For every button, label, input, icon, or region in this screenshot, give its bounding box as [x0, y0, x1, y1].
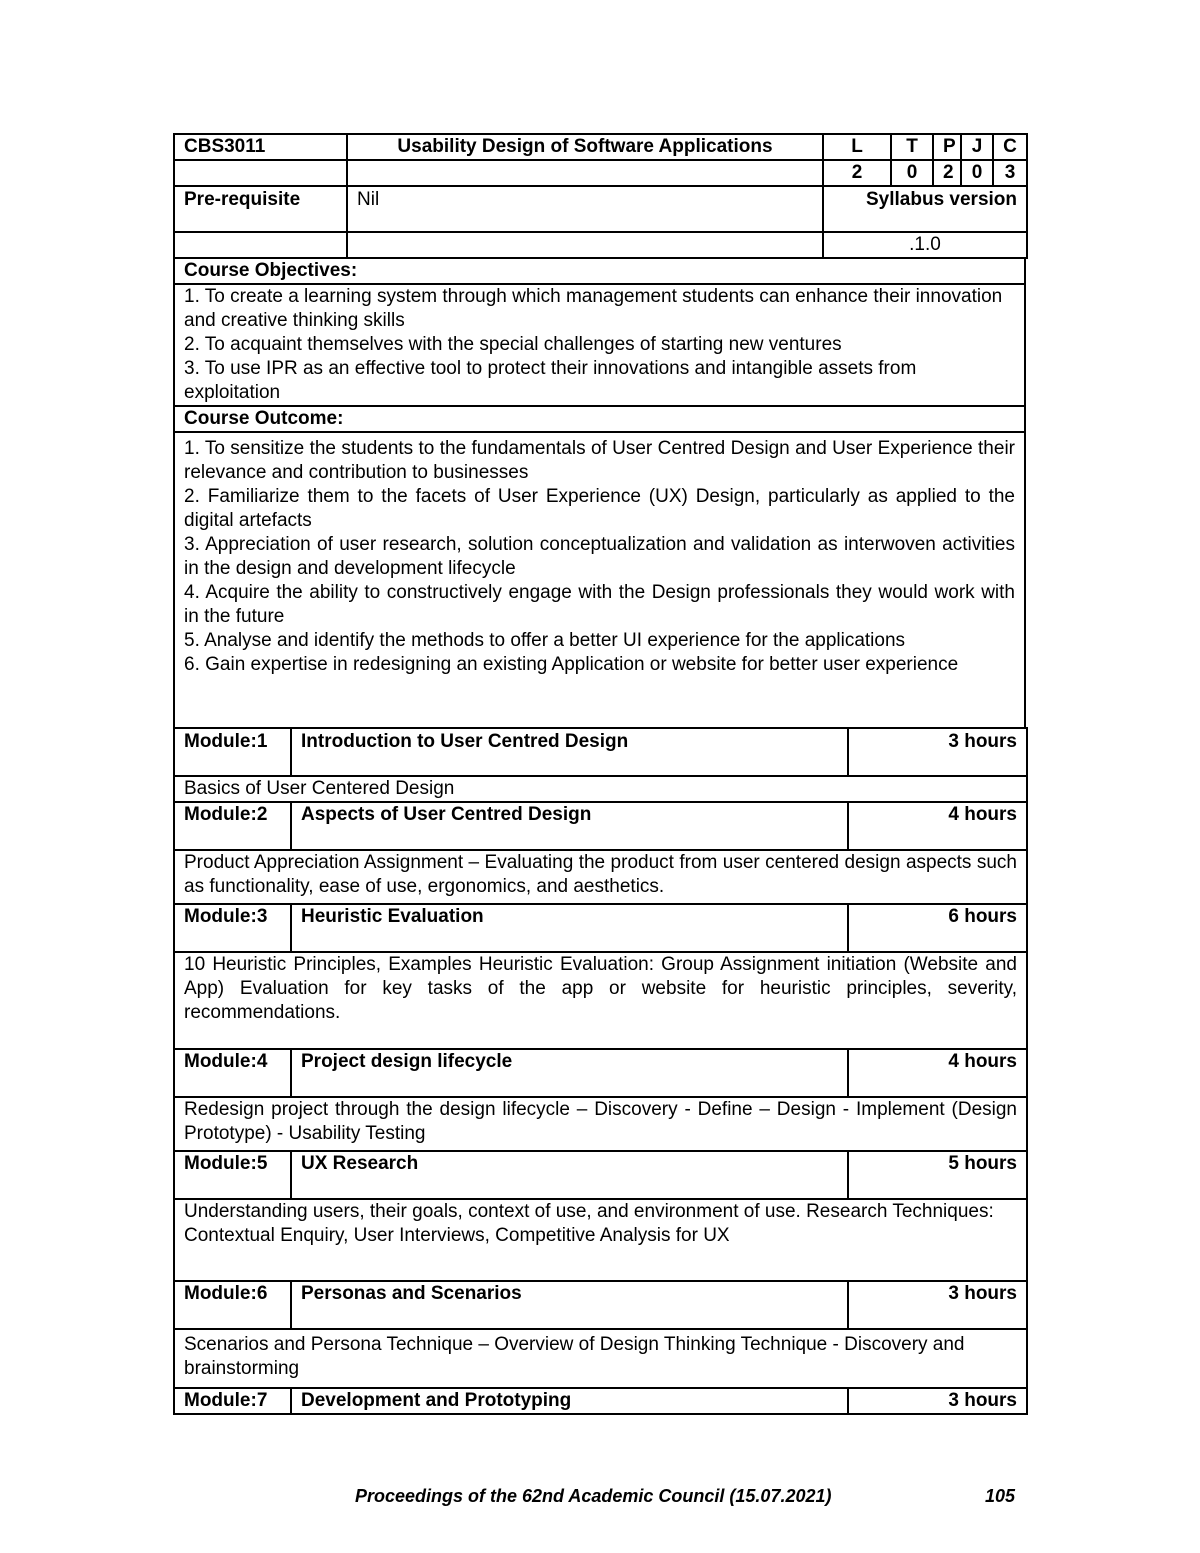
module-content-line: Basics of User Centered Design	[184, 778, 455, 799]
empty-cell	[174, 232, 347, 258]
page-number: 105	[985, 1486, 1016, 1506]
module-label: Module:3	[174, 904, 291, 952]
module-hours: 5 hours	[848, 1151, 1027, 1199]
objectives-outcomes-table	[173, 257, 1026, 729]
course-code: CBS3011	[174, 134, 347, 160]
ltpjc-header-l: L	[823, 134, 891, 160]
modules-table	[173, 727, 1028, 1415]
ltpjc-header-p: P	[933, 134, 961, 160]
module-content	[174, 1329, 1027, 1388]
module-title: UX Research	[291, 1151, 848, 1199]
prerequisite-label: Pre-requisite	[174, 186, 347, 232]
ltpjc-value-p: 2	[933, 160, 961, 186]
module-hours: 3 hours	[848, 728, 1027, 776]
module-content	[174, 1199, 1027, 1281]
module-content-line: Product Appreciation Assignment – Evaluating the product from user centered design aspects such as functionality, ease of use, ergonomics, and aesthetics.	[184, 852, 1017, 897]
module-content-line: 10 Heuristic Principles, Examples Heuristic Evaluation: Group Assignment initiation (Website and App) Evaluation for key tasks of the app or website for heuristic principles, severity, recommendations.	[184, 954, 1017, 1023]
module-title: Introduction to User Centred Design	[291, 728, 848, 776]
module-label: Module:7	[174, 1388, 291, 1414]
syllabus-version-label: Syllabus version	[823, 186, 1027, 232]
module-content	[174, 850, 1027, 904]
course-header-table	[173, 133, 1028, 259]
module-hours: 3 hours	[848, 1281, 1027, 1329]
ltpjc-value-l: 2	[823, 160, 891, 186]
outcome-item: 2. Familiarize them to the facets of User Experience (UX) Design, particularly as applied to the digital artefacts	[184, 486, 1015, 531]
empty-cell	[347, 160, 823, 186]
module-title: Aspects of User Centred Design	[291, 802, 848, 850]
outcomes-heading: Course Outcome:	[174, 406, 1025, 432]
module-content-line: Understanding users, their goals, context of use, and environment of use. Research Techniques:	[184, 1201, 994, 1222]
module-content	[174, 952, 1027, 1049]
module-title: Personas and Scenarios	[291, 1281, 848, 1329]
module-title: Development and Prototyping	[291, 1388, 848, 1414]
module-title: Heuristic Evaluation	[291, 904, 848, 952]
outcome-item: 4. Acquire the ability to constructively engage with the Design professionals they would work with in the future	[184, 582, 1015, 627]
module-hours: 4 hours	[848, 1049, 1027, 1097]
module-title: Project design lifecycle	[291, 1049, 848, 1097]
empty-cell	[347, 232, 823, 258]
ltpjc-value-j: 0	[961, 160, 993, 186]
objectives-heading: Course Objectives:	[174, 258, 1025, 284]
syllabus-version-value: .1.0	[823, 232, 1027, 258]
module-content-line: Redesign project through the design lifecycle – Discovery - Define – Design - Implement (Design Prototype) - Usability Testing	[184, 1099, 1017, 1144]
module-content	[174, 1097, 1027, 1151]
module-label: Module:1	[174, 728, 291, 776]
objective-item: 1. To create a learning system through which management students can enhance their innovation and creative thinking skills	[184, 286, 1003, 331]
module-content-line: Contextual Enquiry, User Interviews, Competitive Analysis for UX	[184, 1225, 730, 1246]
ltpjc-header-c: C	[993, 134, 1027, 160]
course-title: Usability Design of Software Applications	[347, 134, 823, 160]
module-label: Module:4	[174, 1049, 291, 1097]
module-hours: 3 hours	[848, 1388, 1027, 1414]
outcome-item: 6. Gain expertise in redesigning an existing Application or website for better user experience	[184, 654, 959, 675]
objective-item: 2. To acquaint themselves with the special challenges of starting new ventures	[184, 334, 842, 355]
module-content-line: Scenarios and Persona Technique – Overview of Design Thinking Technique - Discovery and brainstorming	[184, 1334, 965, 1379]
module-hours: 6 hours	[848, 904, 1027, 952]
module-label: Module:5	[174, 1151, 291, 1199]
ltpjc-header-t: T	[891, 134, 933, 160]
outcome-item: 5. Analyse and identify the methods to offer a better UI experience for the applications	[184, 630, 906, 651]
module-hours: 4 hours	[848, 802, 1027, 850]
prerequisite-value: Nil	[347, 186, 823, 232]
module-content	[174, 776, 1027, 802]
syllabus-table	[173, 133, 1026, 1415]
ltpjc-header-j: J	[961, 134, 993, 160]
outcome-item: 3. Appreciation of user research, solution conceptualization and validation as interwoven activities in the design and development lifecycle	[184, 534, 1015, 579]
module-label: Module:2	[174, 802, 291, 850]
empty-cell	[174, 160, 347, 186]
footer-text: Proceedings of the 62nd Academic Council (15.07.2021)	[355, 1486, 832, 1506]
ltpjc-value-t: 0	[891, 160, 933, 186]
objective-item: 3. To use IPR as an effective tool to protect their innovations and intangible assets from exploitation	[184, 358, 917, 403]
ltpjc-value-c: 3	[993, 160, 1027, 186]
module-label: Module:6	[174, 1281, 291, 1329]
outcome-item: 1. To sensitize the students to the fundamentals of User Centred Design and User Experience their relevance and contribution to businesses	[184, 438, 1015, 483]
